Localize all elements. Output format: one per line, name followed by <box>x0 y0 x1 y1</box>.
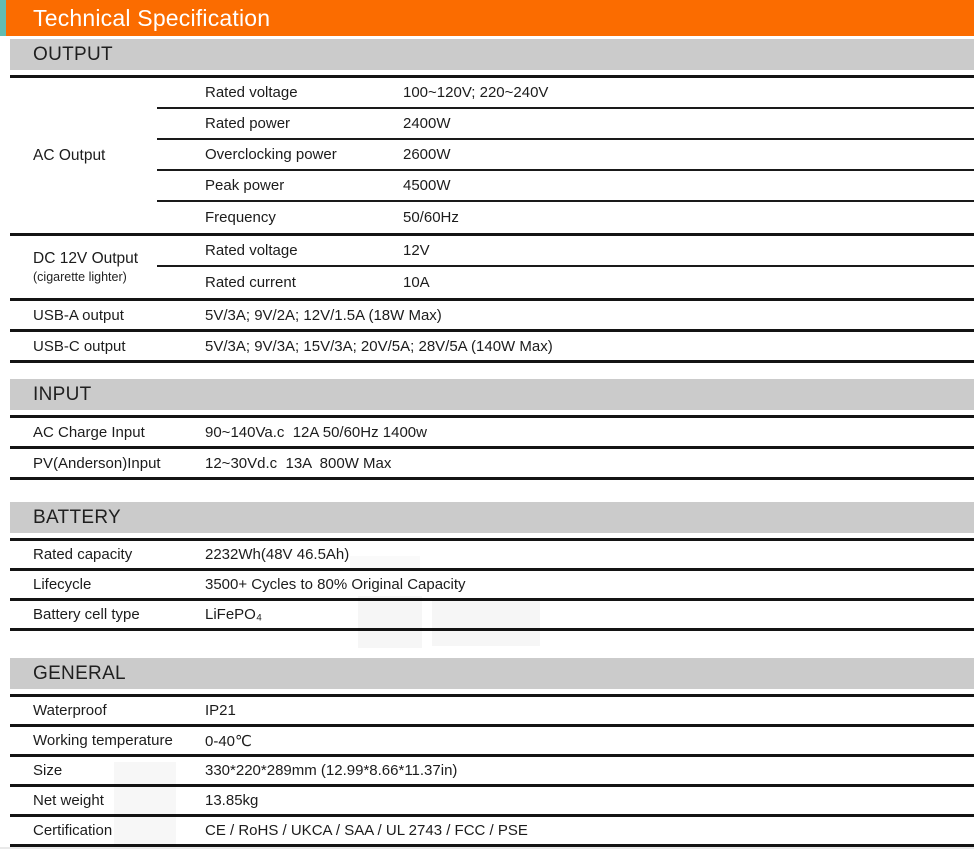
row-value: 0-40℃ <box>205 732 252 750</box>
group-label-text: AC Output <box>33 146 106 164</box>
table-row <box>10 541 974 571</box>
row-value: 2232Wh(48V 46.5Ah) <box>205 546 350 563</box>
watermark-artifact <box>350 556 420 570</box>
row-value: 2600W <box>403 146 451 163</box>
section-heading: OUTPUT <box>33 43 113 65</box>
group-label-text: DC 12V Output <box>33 250 139 267</box>
table-row <box>10 301 974 332</box>
row-value: 3500+ Cycles to 80% Original Capacity <box>205 576 466 593</box>
table-row <box>157 202 974 233</box>
table-row <box>157 109 974 140</box>
watermark-artifact <box>358 596 422 648</box>
ac-output-label <box>10 78 157 233</box>
table-row <box>157 236 974 267</box>
row-value: IP21 <box>205 702 236 719</box>
row-value: 50/60Hz <box>403 209 459 226</box>
group-sublabel-text: (cigarette lighter) <box>33 270 127 284</box>
row-value: 2400W <box>403 115 451 132</box>
table-row <box>157 267 974 298</box>
section-header-output <box>10 39 974 70</box>
watermark-artifact <box>432 600 540 646</box>
row-value: 330*220*289mm (12.99*8.66*11.37in) <box>205 762 458 779</box>
row-label: Peak power <box>205 177 285 194</box>
row-value: 10A <box>403 274 430 291</box>
row-label: Waterproof <box>33 702 107 719</box>
row-label: Certification <box>33 822 113 839</box>
input-table <box>10 418 974 480</box>
row-label: Frequency <box>205 209 276 226</box>
row-label: Rated capacity <box>33 546 133 563</box>
table-row <box>10 332 974 363</box>
table-row <box>157 171 974 202</box>
row-label: Rated voltage <box>205 84 298 101</box>
row-label: PV(Anderson)Input <box>33 454 161 472</box>
table-row <box>157 140 974 171</box>
dc-output-label <box>10 236 157 298</box>
table-row <box>10 697 974 727</box>
row-label: AC Charge Input <box>33 423 145 441</box>
watermark-artifact <box>114 762 176 849</box>
row-label: Overclocking power <box>205 146 337 163</box>
row-value: 100~120V; 220~240V <box>403 84 549 101</box>
row-label: Working temperature <box>33 732 173 749</box>
row-value: LiFePO₄ <box>205 606 262 623</box>
row-label: Battery cell type <box>33 606 140 623</box>
row-label: USB-A output <box>33 306 124 324</box>
section-header-input <box>10 379 974 410</box>
row-label: Size <box>33 762 63 779</box>
section-header-battery <box>10 502 974 533</box>
ac-output-group <box>10 78 974 236</box>
row-label: Rated voltage <box>205 242 298 259</box>
row-label: Lifecycle <box>33 576 92 593</box>
row-value: 12V <box>403 242 430 259</box>
row-label: Rated current <box>205 274 296 291</box>
row-label: Rated power <box>205 115 291 132</box>
table-row <box>10 571 974 601</box>
output-table <box>10 78 974 363</box>
table-row <box>157 78 974 109</box>
page-title: Technical Specification <box>33 4 271 31</box>
dc-output-group <box>10 236 974 301</box>
section-header-general <box>10 658 974 689</box>
title-bar <box>0 0 974 36</box>
row-label: Net weight <box>33 792 104 809</box>
table-row <box>10 418 974 449</box>
table-row <box>10 727 974 757</box>
section-heading: INPUT <box>33 383 92 405</box>
row-value: 13.85kg <box>205 792 259 809</box>
table-row <box>10 449 974 480</box>
row-value: 4500W <box>403 177 451 194</box>
section-heading: BATTERY <box>33 506 121 528</box>
row-value: 12~30Vd.c 13A 800W Max <box>205 454 392 472</box>
row-label: USB-C output <box>33 337 126 355</box>
row-value: 5V/3A; 9V/3A; 15V/3A; 20V/5A; 28V/5A (140W Max) <box>205 337 553 355</box>
row-value: 90~140Va.c 12A 50/60Hz 1400w <box>205 423 427 441</box>
row-value: 5V/3A; 9V/2A; 12V/1.5A (18W Max) <box>205 306 442 324</box>
section-heading: GENERAL <box>33 662 126 684</box>
title-orange-bar <box>6 0 974 36</box>
row-value: CE / RoHS / UKCA / SAA / UL 2743 / FCC / PSE <box>205 822 528 839</box>
